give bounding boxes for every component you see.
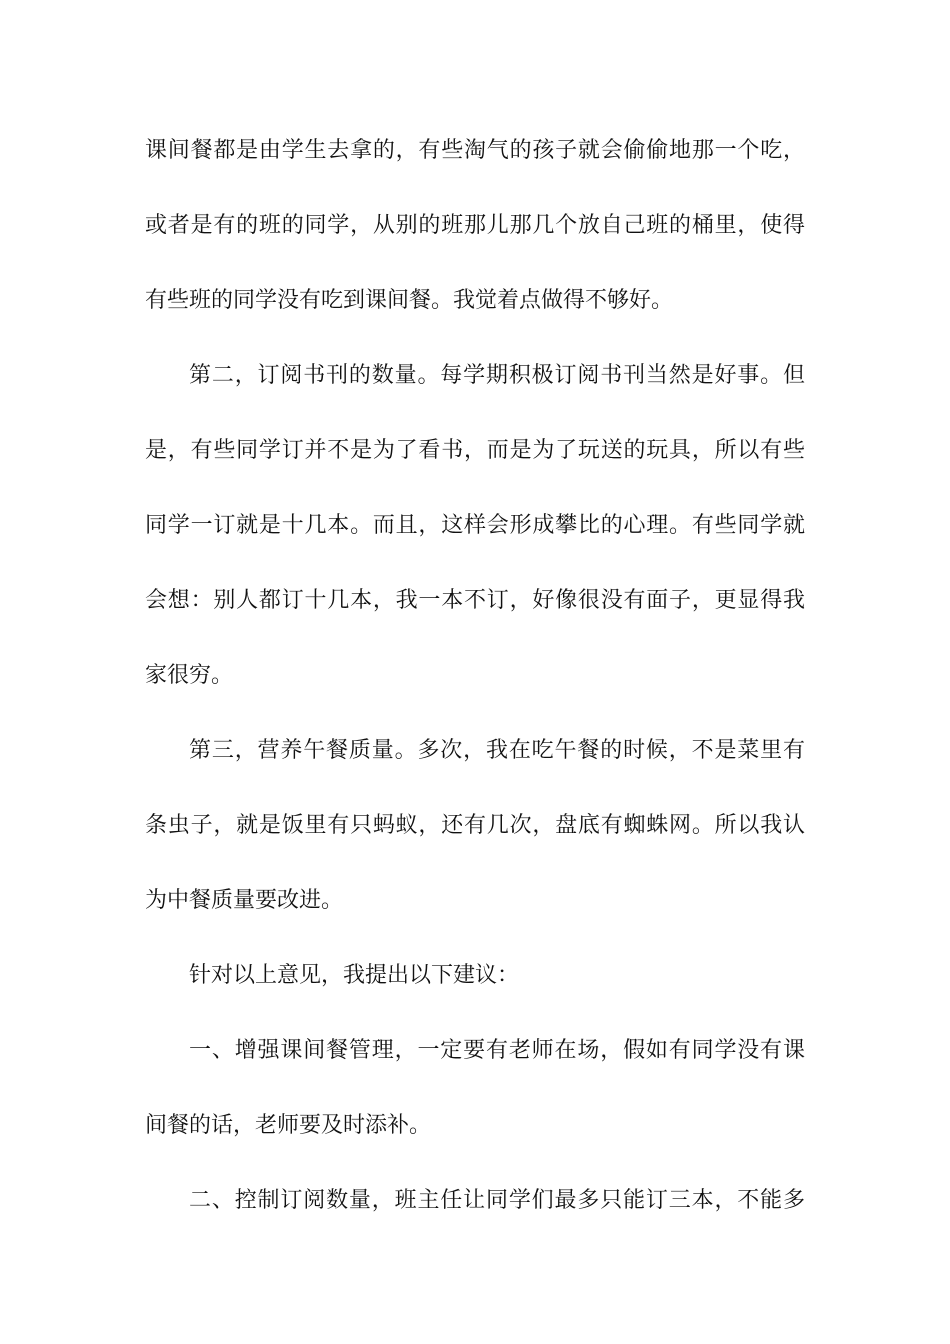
paragraph-first-line: 针对以上意见，我提出以下建议： — [189, 963, 520, 988]
text-line: 或者是有的班的同学，从别的班那儿那几个放自己班的桶里，使得 — [145, 213, 805, 238]
text-line: 有些班的同学没有吃到课间餐。我觉着点做得不够好。 — [145, 288, 674, 313]
text-line: 为中餐质量要改进。 — [145, 888, 344, 913]
paragraph-first-line: 第三，营养午餐质量。多次，我在吃午餐的时候，不是菜里有 — [189, 738, 805, 763]
text-line: 家很穷。 — [145, 663, 234, 688]
text-line: 条虫子，就是饭里有只蚂蚁，还有几次，盘底有蜘蛛网。所以我认 — [145, 813, 805, 838]
text-line: 是，有些同学订并不是为了看书，而是为了玩送的玩具，所以有些 — [145, 438, 805, 463]
text-line: 间餐的话，老师要及时添补。 — [145, 1113, 432, 1138]
paragraph-first-line: 一、增强课间餐管理，一定要有老师在场，假如有同学没有课 — [189, 1038, 805, 1063]
text-line: 同学一订就是十几本。而且，这样会形成攀比的心理。有些同学就 — [145, 513, 805, 538]
text-line: 课间餐都是由学生去拿的，有些淘气的孩子就会偷偷地那一个吃， — [145, 138, 805, 163]
paragraph-first-line: 二、控制订阅数量，班主任让同学们最多只能订三本，不能多 — [189, 1188, 805, 1213]
paragraph-first-line: 第二，订阅书刊的数量。每学期积极订阅书刊当然是好事。但 — [189, 363, 805, 388]
text-line: 会想：别人都订十几本，我一本不订，好像很没有面子，更显得我 — [145, 588, 805, 613]
